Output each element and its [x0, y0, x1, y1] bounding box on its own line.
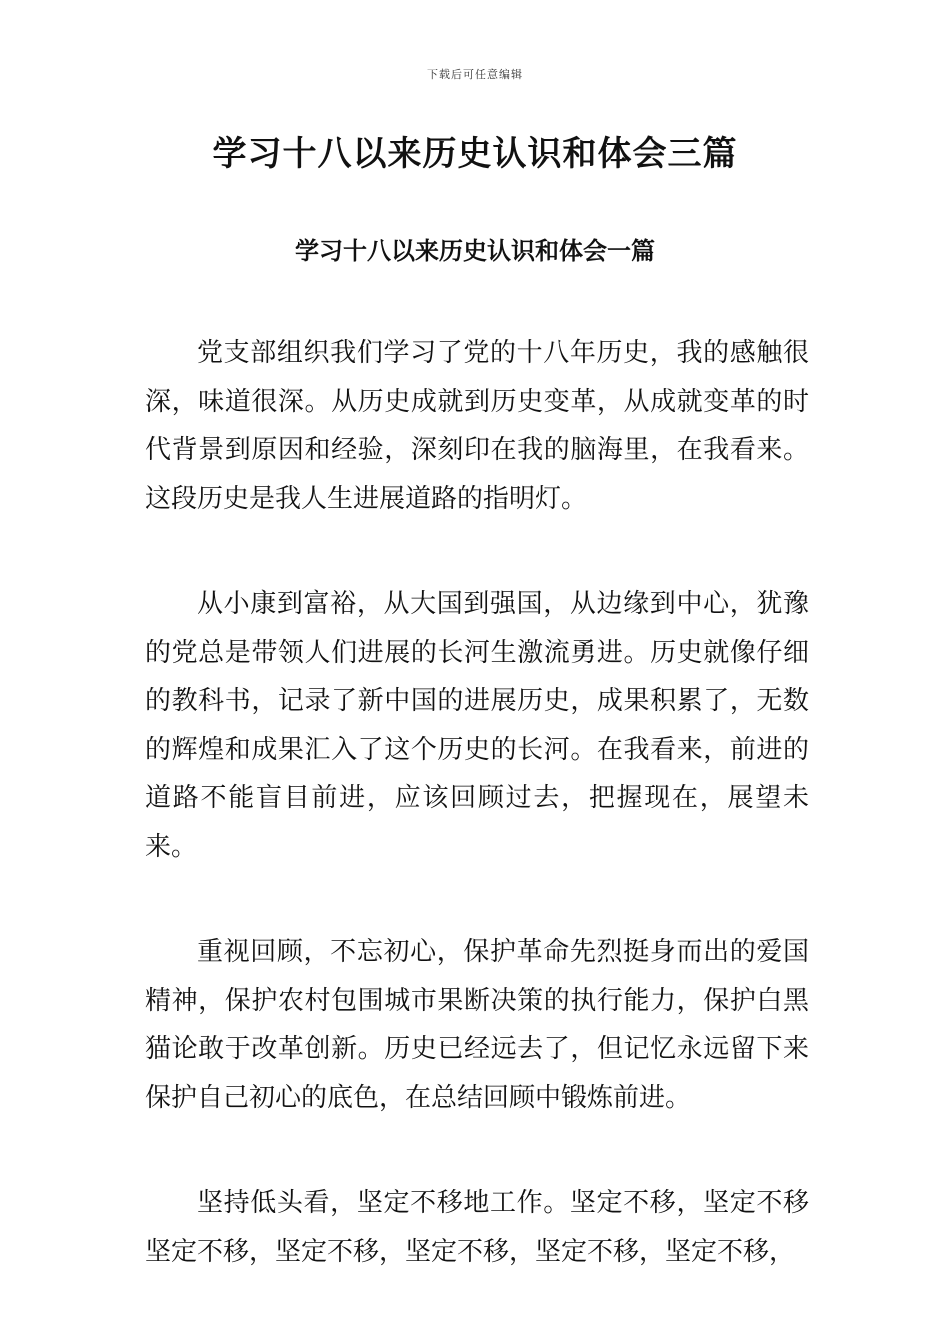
header-note: 下载后可任意编辑 [427, 68, 523, 81]
document-title: 学习十八以来历史认识和体会三篇 [212, 134, 738, 174]
section-subtitle: 学习十八以来历史认识和体会一篇 [295, 236, 655, 265]
paragraph-1: 党支部组织我们学习了党的十八年历史，我的感触很深，味道很深。从历史成就到历史变革，从成就变革的时代背景到原因和经验，深刻印在我的脑海里，在我看来。这段历史是我人生进展道路的指明灯。 [145, 338, 809, 514]
paragraph-4: 坚持低头看，坚定不移地工作。坚定不移，坚定不移坚定不移，坚定不移，坚定不移，坚定不移，坚定不移， [145, 1188, 809, 1267]
paragraph-3: 重视回顾，不忘初心，保护革命先烈挺身而出的爱国精神，保护农村包围城市果断决策的执行能力，保护白黑猫论敢于改革创新。历史已经远去了，但记忆永远留下来保护自己初心的底色，在总结回顾中锻炼前进。 [145, 937, 809, 1113]
body-text [145, 329, 809, 1333]
paragraph-2: 从小康到富裕，从大国到强国，从边缘到中心，犹豫的党总是带领人们进展的长河生激流勇进。历史就像仔细的教科书，记录了新中国的进展历史，成果积累了，无数的辉煌和成果汇入了这个历史的长河。在我看来，前进的道路不能盲目前进，应该回顾过去，把握现在，展望未来。 [145, 589, 809, 862]
